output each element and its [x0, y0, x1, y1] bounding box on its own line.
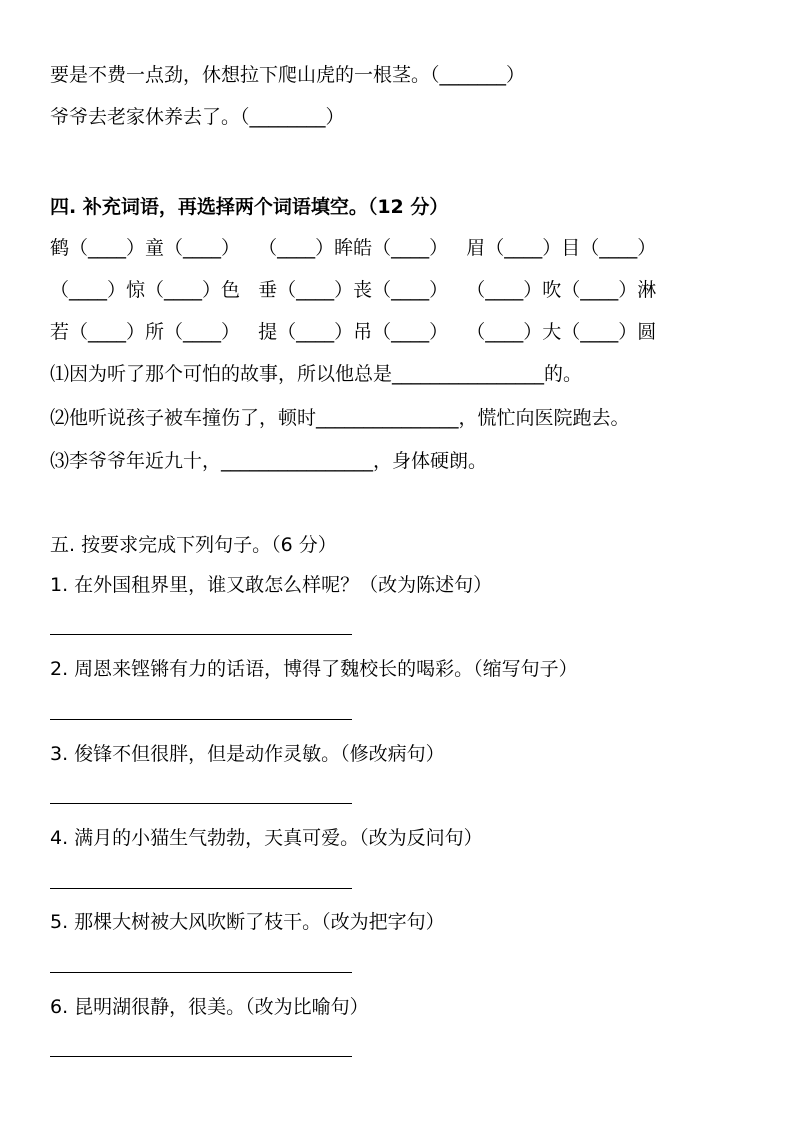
answer-line-6 — [50, 1056, 352, 1057]
word-fill-row-1: 鹤（____）童（____） （____）眸皓（____） 眉（____）目（____） — [50, 237, 657, 259]
word-fill-row-3: 若（____）所（____） 提（____）吊（____） （____）大（____）圆 — [50, 321, 657, 343]
rewrite-question-4: 4. 满月的小猫生气勃勃，天真可爱。（改为反问句） — [50, 827, 483, 849]
section3-line-1: 要是不费一点劲，休想拉下爬山虎的一根茎。（_______） — [50, 64, 526, 86]
rewrite-question-6: 6. 昆明湖很静，很美。（改为比喻句） — [50, 996, 369, 1018]
answer-line-3 — [50, 803, 352, 804]
section3-line-2: 爷爷去老家休养去了。（________） — [50, 106, 345, 128]
answer-line-5 — [50, 972, 352, 973]
rewrite-question-2: 2. 周恩来铿锵有力的话语，博得了魏校长的喝彩。（缩写句子） — [50, 658, 578, 680]
rewrite-question-1: 1. 在外国租界里，谁又敢怎么样呢？（改为陈述句） — [50, 574, 493, 596]
answer-line-4 — [50, 888, 352, 889]
answer-line-1 — [50, 634, 352, 635]
fill-sentence-3: ⑶李爷爷年近九十，________________，身体硬朗。 — [50, 450, 488, 472]
section5-heading: 五. 按要求完成下列句子。（6 分） — [50, 534, 337, 556]
word-fill-row-2: （____）惊（____）色 垂（____）丧（____） （____）吹（____）淋 — [50, 279, 657, 301]
rewrite-question-5: 5. 那棵大树被大风吹断了枝干。（改为把字句） — [50, 911, 445, 933]
fill-sentence-2: ⑵他听说孩子被车撞伤了，顿时_______________，慌忙向医院跑去。 — [50, 407, 630, 429]
fill-sentence-1: ⑴因为听了那个可怕的故事，所以他总是________________的。 — [50, 363, 583, 385]
rewrite-question-3: 3. 俊锋不但很胖，但是动作灵敏。（修改病句） — [50, 743, 445, 765]
answer-line-2 — [50, 719, 352, 720]
section4-heading: 四. 补充词语，再选择两个词语填空。（12 分） — [50, 196, 449, 218]
